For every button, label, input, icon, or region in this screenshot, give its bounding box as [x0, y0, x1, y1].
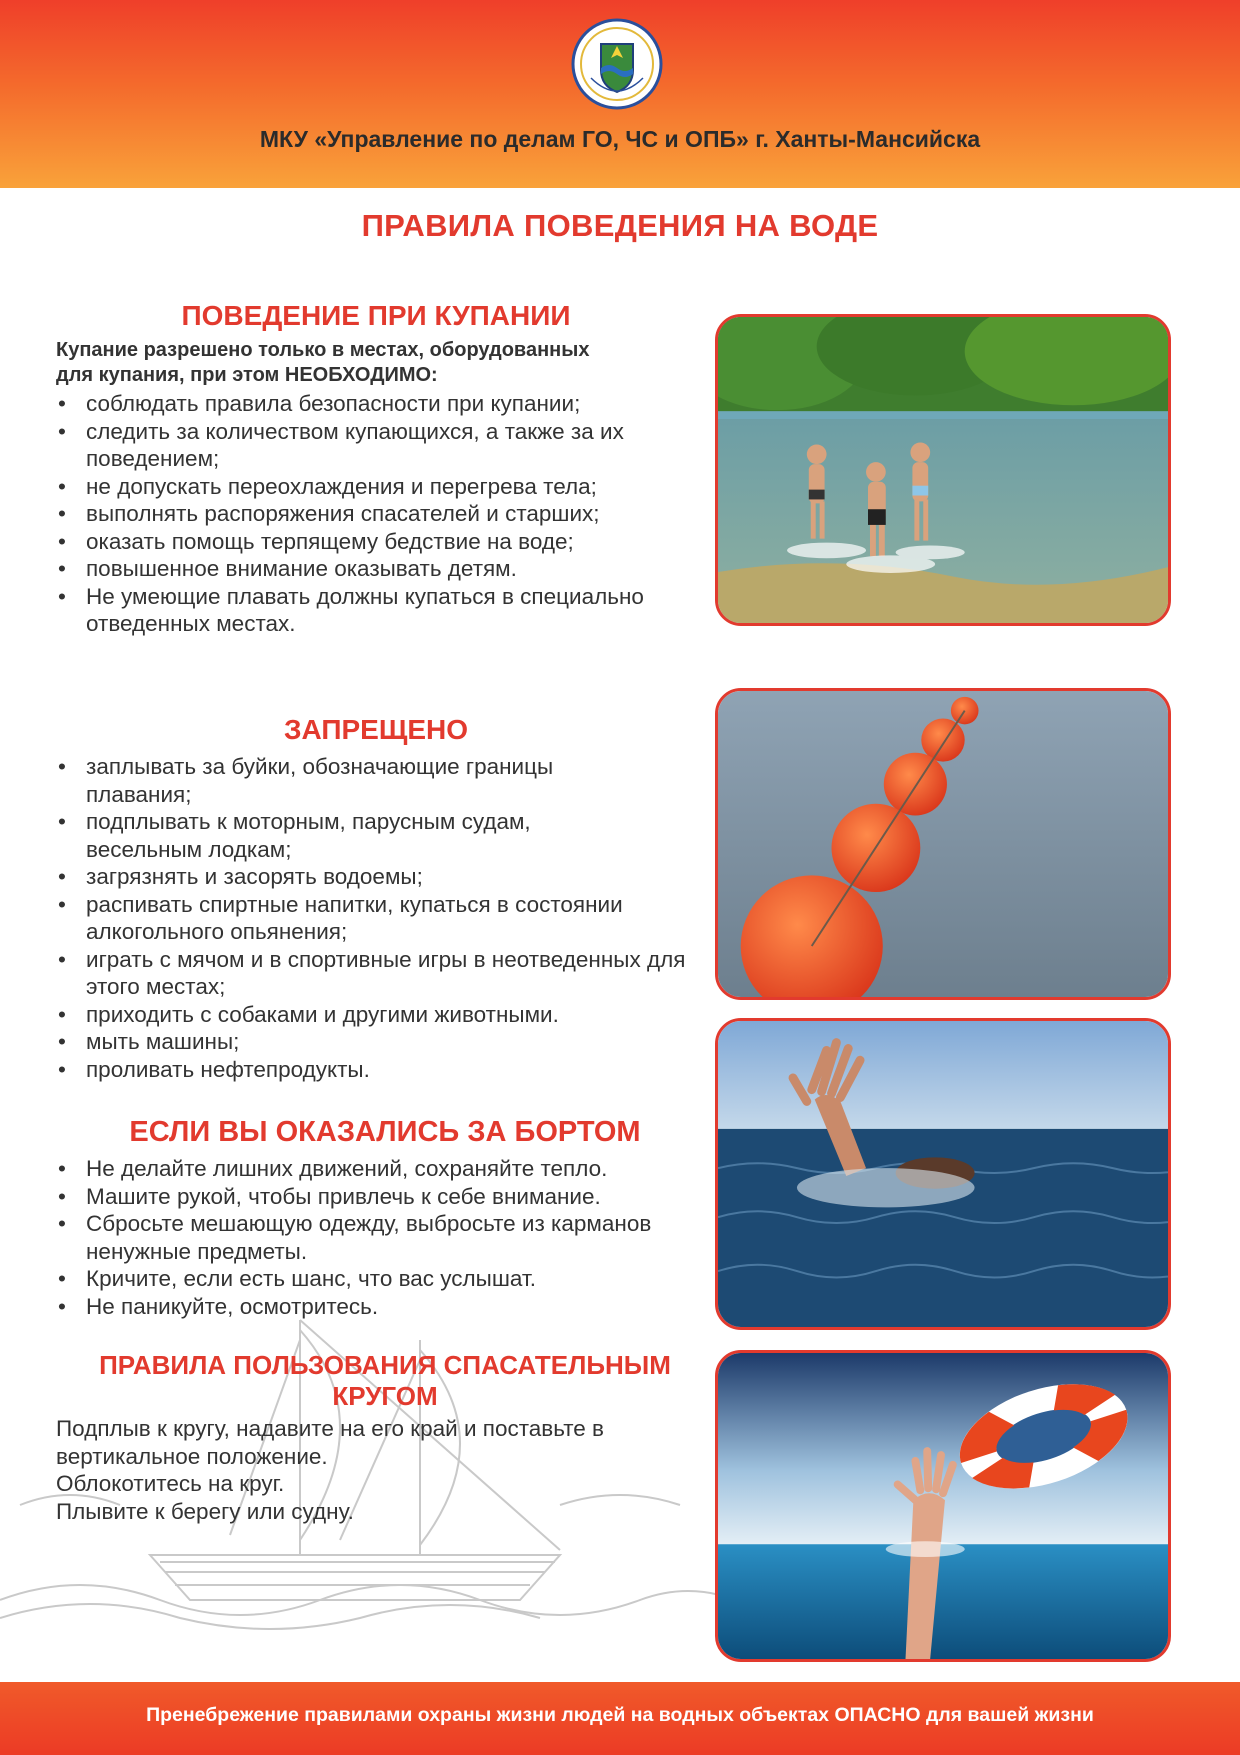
paragraph-line: Облокотитесь на круг.: [56, 1471, 285, 1496]
list-item: • загрязнять и засорять водоемы;: [56, 863, 716, 891]
forbidden-list: [56, 753, 716, 1083]
paragraph-line: Подплыв к кругу, надавите на его край и поставьте в: [56, 1416, 604, 1441]
list-item: • Не делайте лишних движений, сохраняйте тепло.: [56, 1155, 716, 1183]
lifebuoy-text: [56, 1415, 696, 1525]
list-item: • мыть машины;: [56, 1028, 716, 1056]
bathing-intro: [56, 338, 696, 388]
bathing-intro-line: Купание разрешено только в местах, оборудованных: [56, 339, 590, 361]
list-item: • Кричите, если есть шанс, что вас услышат.: [56, 1265, 716, 1293]
list-item: • соблюдать правила безопасности при купании;: [56, 390, 716, 418]
list-item: • Сбросьте мешающую одежду, выбросьте из карманов ненужные предметы.: [56, 1210, 666, 1265]
section-title-line: ПРАВИЛА ПОЛЬЗОВАНИЯ СПАСАТЕЛЬНЫМ: [99, 1350, 671, 1380]
list-item: • выполнять распоряжения спасателей и старших;: [56, 500, 716, 528]
photo-children-bathing: [715, 314, 1171, 626]
bathing-intro-line: для купания, при этом НЕОБХОДИМО:: [56, 364, 438, 386]
photo-lifebuoy: [715, 1350, 1171, 1662]
paragraph-line: вертикальное положение.: [56, 1443, 328, 1469]
list-item: • повышенное внимание оказывать детям.: [56, 555, 716, 583]
photo-hand-overboard: [715, 1018, 1171, 1330]
footer-banner: [0, 1682, 1240, 1755]
organization-name: МКУ «Управление по делам ГО, ЧС и ОПБ» г. Ханты-Мансийска: [259, 126, 981, 152]
list-item: • заплывать за буйки, обозначающие границы плавания;: [56, 753, 646, 808]
overboard-list: [56, 1155, 716, 1320]
footer-warning: Пренебрежение правилами охраны жизни людей на водных объектах ОПАСНО для вашей жизни: [146, 1704, 1094, 1726]
list-item: • проливать нефтепродукты.: [56, 1056, 716, 1084]
bathing-list: [56, 390, 716, 638]
list-item: • оказать помощь терпящему бедствие на воде;: [56, 528, 716, 556]
list-item: • приходить с собаками и другими животными.: [56, 1001, 716, 1029]
list-item: • не допускать переохлаждения и перегрева тела;: [56, 473, 716, 501]
list-item: • распивать спиртные напитки, купаться в состоянии алкогольного опьянения;: [56, 891, 706, 946]
section-title-lifebuoy: [40, 1350, 730, 1412]
list-item: • Не паникуйте, осмотритесь.: [56, 1293, 716, 1321]
header-banner: [0, 0, 1240, 188]
paragraph-line: Плывите к берегу или судну.: [56, 1498, 354, 1524]
page-title: ПРАВИЛА ПОВЕДЕНИЯ НА ВОДЕ: [361, 208, 879, 243]
coat-of-arms-icon: [571, 18, 663, 110]
section-title-bathing: ПОВЕДЕНИЕ ПРИ КУПАНИИ: [181, 300, 571, 331]
section-title-forbidden: ЗАПРЕЩЕНО: [283, 714, 469, 745]
list-item: • Машите рукой, чтобы привлечь к себе внимание.: [56, 1183, 716, 1211]
list-item: • подплывать к моторным, парусным судам, весельным лодкам;: [56, 808, 646, 863]
section-title-line: КРУГОМ: [332, 1381, 438, 1411]
list-item: • следить за количеством купающихся, а также за их поведением;: [56, 418, 696, 473]
photo-buoy-line: [715, 688, 1171, 1000]
section-title-overboard: ЕСЛИ ВЫ ОКАЗАЛИСЬ ЗА БОРТОМ: [129, 1116, 641, 1148]
list-item: • Не умеющие плавать должны купаться в специально отведенных местах.: [56, 583, 716, 638]
list-item: • играть с мячом и в спортивные игры в неотведенных для этого местах;: [56, 946, 716, 1001]
